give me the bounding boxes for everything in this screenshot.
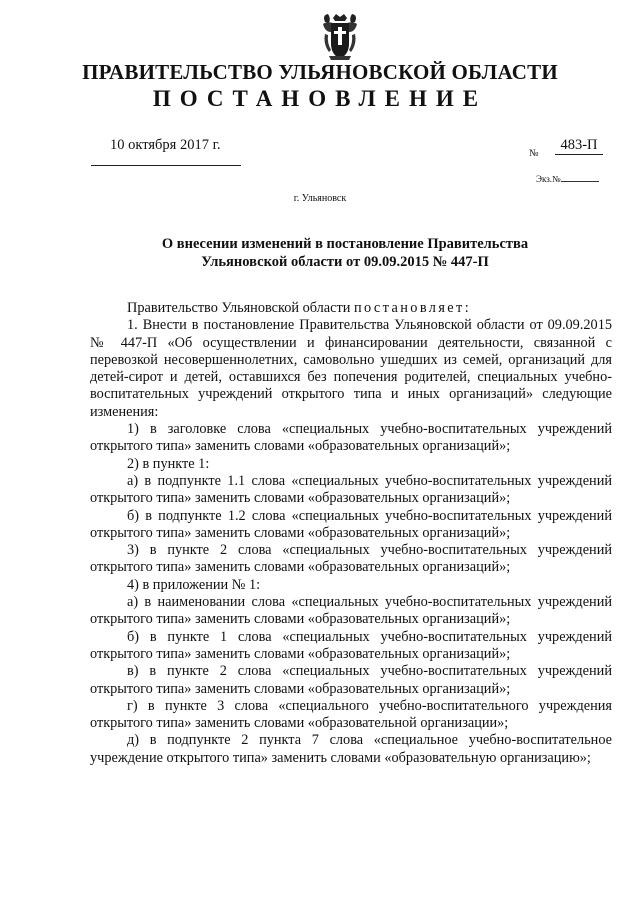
subject-line: Ульяновской области от 09.09.2015 № 447-П	[201, 254, 489, 270]
document-date: 10 октября 2017 г.	[110, 137, 221, 153]
document-type-title: ПОСТАНОВЛЕНИЕ	[152, 86, 488, 111]
intro-verb: постановляет:	[353, 300, 472, 316]
intro-prefix: Правительство Ульяновской области	[127, 300, 351, 316]
subject-line: О внесении изменений в постановление Правительства	[161, 236, 529, 252]
body-paragraph: 3) в пункте 2 слова «специальных учебно-воспитательных учреждений открытого типа» заменить словами «образовательных организаций»;	[90, 542, 612, 576]
body-paragraph: 1) в заголовке слова «специальных учебно-воспитательных учреждений открытого типа» заменить словами «образовательных организаций»;	[90, 421, 612, 455]
body-paragraph: б) в подпункте 1.2 слова «специальных учебно-воспитательных учреждений открытого типа» заменить словами «образовательных организаций»;	[90, 507, 612, 541]
date-underline	[91, 165, 241, 166]
body-paragraph: 1. Внести в постановление Правительства Ульяновской области от 09.09.2015 № 447-П «Об осуществлении и финансировании деятельности, связанной с перевозкой несовершеннолетних, самовольно ушедших из семей, организаций для детей-сирот и детей, оставшихся без попечения родителей, специальных учебно-воспитательных учреждений открытого типа и иных организаций» следующие изменения:	[90, 317, 612, 420]
copy-number-field	[536, 173, 599, 184]
coat-of-arms-icon	[319, 12, 361, 62]
government-title: ПРАВИТЕЛЬСТВО УЛЬЯНОВСКОЙ ОБЛАСТИ	[82, 60, 558, 84]
number-prefix: №	[529, 148, 539, 159]
intro-paragraph	[90, 300, 612, 317]
body-paragraph: д) в подпункте 2 пункта 7 слова «специальное учебно-воспитательное учреждение открытого типа» заменить словами «образовательную организацию»;	[90, 732, 612, 766]
body-paragraph: а) в наименовании слова «специальных учебно-воспитательных учреждений открытого типа» заменить словами «образовательных организаций»;	[90, 594, 612, 628]
body-paragraph: в) в пункте 2 слова «специальных учебно-воспитательных учреждений открытого типа» заменить словами «образовательных организаций»;	[90, 663, 612, 697]
body-paragraph: 4) в приложении № 1:	[127, 576, 261, 593]
body-paragraph: г) в пункте 3 слова «специального учебно-воспитательного учреждения открытого типа» заменить словами «образовательной организации»;	[90, 697, 612, 732]
document-subject	[150, 235, 540, 271]
body-paragraph: б) в пункте 1 слова «специальных учебно-воспитательных учреждений открытого типа» заменить словами «образовательных организаций»;	[90, 628, 612, 662]
document-number: 483-П	[555, 137, 603, 155]
body-paragraph: а) в подпункте 1.1 слова «специальных учебно-воспитательных учреждений открытого типа» заменить словами «образовательных организаций»;	[90, 472, 612, 507]
body-paragraph: 2) в пункте 1:	[127, 455, 210, 472]
copy-label: Экз.№	[536, 174, 561, 184]
copy-number-line	[561, 173, 599, 182]
city-name: г. Ульяновск	[293, 193, 347, 204]
document-body	[90, 300, 612, 767]
